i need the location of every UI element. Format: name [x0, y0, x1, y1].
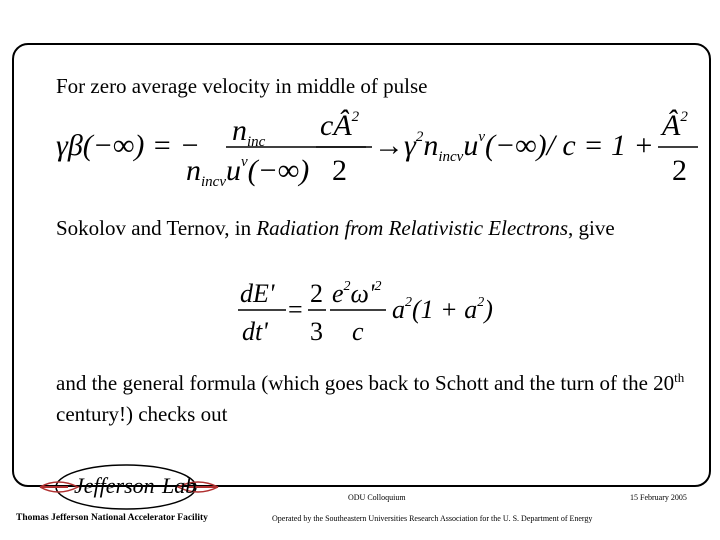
eq1-frac3-den: 2 — [672, 154, 687, 187]
eq1-frac3-num: $Â^2$ — [662, 109, 688, 142]
equation-1 — [54, 100, 704, 190]
footer-date: 15 February 2005 — [630, 493, 687, 502]
slide-line-1: For zero average velocity in middle of pulse — [56, 74, 428, 98]
eq2-lhs-num: dE' — [240, 279, 275, 308]
eq2-equals: = — [288, 295, 303, 324]
footer-event: ODU Colloquium — [348, 493, 406, 502]
footer-organization: Thomas Jefferson National Accelerator Facility — [16, 513, 208, 523]
eq2-coef-den: 3 — [310, 317, 323, 346]
eq1-frac2-num: $cÂ^2$ — [320, 109, 360, 142]
jefferson-lab-logo — [38, 459, 220, 513]
eq1-frac1-num: $n_{inc}$ — [232, 114, 266, 150]
eq1-frac2-den: 2 — [332, 154, 347, 187]
eq2-frac-den: c — [352, 317, 364, 346]
eq1-lhs: γβ(−∞) = − — [56, 129, 200, 162]
eq1-middle: $\gamma^2n_{inc\nu}u^\nu(-\infty)/$ c = 1 + — [404, 129, 654, 165]
footer-operated-by: Operated by the Southeastern Universities Research Association for the U. S. Department of Energy — [272, 514, 593, 523]
eq2-frac-num: $e^2\omega'^2$ — [332, 279, 382, 308]
eq2-coef-num: 2 — [310, 279, 323, 308]
book-title: Radiation from Relativistic Electrons — [256, 216, 569, 240]
slide-paragraph-2: Sokolov and Ternov, in Radiation from Relativistic Electrons, give — [56, 216, 615, 240]
slide-paragraph-3: and the general formula (which goes back to Schott and the turn of the 20th century!) checks out — [56, 370, 685, 426]
svg-text:Lab: Lab — [162, 473, 197, 498]
svg-text:Jefferson: Jefferson — [74, 473, 155, 498]
eq2-tail: $a^2(1 + a^2)$ — [392, 295, 493, 324]
eq1-frac1-den: $n_{inc\nu}u^\nu(-\infty)$ — [186, 154, 310, 190]
eq2-lhs-den: dt' — [242, 317, 268, 346]
eq1-arrow: → — [374, 129, 404, 162]
equation-2 — [236, 272, 516, 352]
